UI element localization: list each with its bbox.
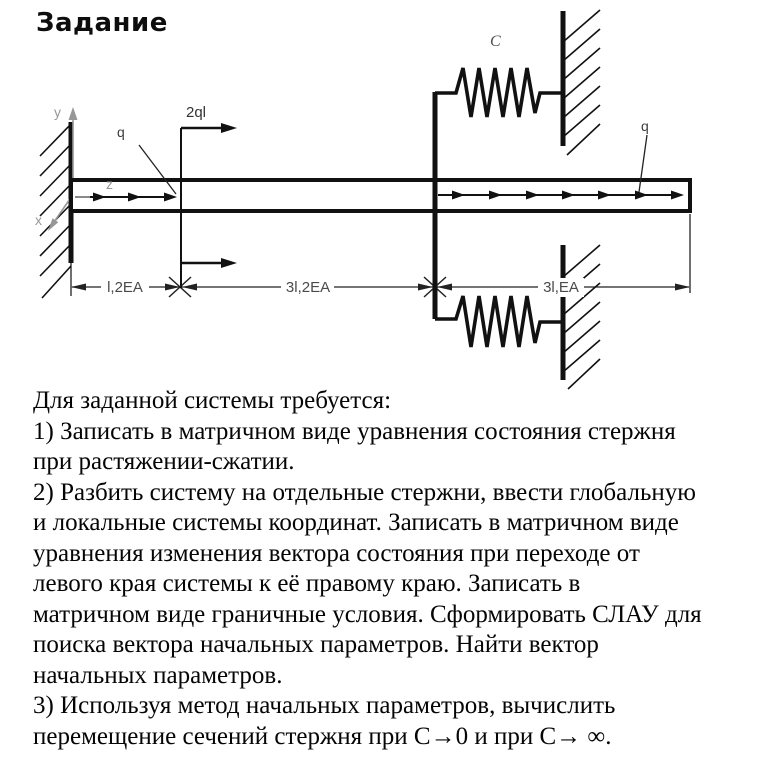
task-line: 1) Записать в матричном виде уравнения состояния стержня — [33, 417, 676, 445]
task-intro-line: Для заданной системы требуется: — [33, 387, 392, 414]
axis-x-label: x — [35, 212, 42, 228]
left-wall — [40, 122, 71, 298]
task-line: 2) Разбить систему на отдельные стержни, ввести глобальную — [33, 478, 696, 506]
spring-coil-icon — [435, 296, 562, 347]
page-title: Задание — [36, 8, 168, 38]
task-line: и локальные системы координат. Записать в матричном виде — [33, 509, 679, 536]
x-axis-arrow-icon — [48, 218, 58, 231]
task-line: поиска вектора начальных параметров. Найти вектор — [33, 631, 599, 658]
y-axis-arrow-icon — [69, 107, 78, 120]
spring-stiffness-label: C — [490, 33, 501, 50]
spring-coil-icon — [435, 68, 562, 117]
bottom-right-wall-hatch-icon — [563, 245, 600, 389]
left-load-label: q — [117, 124, 125, 140]
task-line: начальных параметров. — [33, 661, 283, 689]
top-spring — [435, 68, 562, 117]
bottom-spring — [435, 296, 562, 347]
axis-z-label: z — [106, 176, 113, 192]
dimension-label-1: l,2EA — [107, 279, 143, 296]
task-line: перемещение сечений стержня при C→0 и при C→ ∞. — [33, 722, 612, 750]
force-arrow-icon — [221, 123, 237, 133]
task-text-block — [33, 386, 759, 752]
task-line: при растяжении-сжатии. — [33, 448, 295, 475]
task-line: левого края системы к её правому краю. Записать в — [33, 570, 581, 597]
right-load-label: q — [641, 118, 649, 134]
axis-y-label: y — [54, 104, 61, 120]
top-right-wall — [563, 10, 600, 155]
dimension-label-3: 3l,EA — [543, 279, 579, 296]
task-line: уравнения изменения вектора состояния при переходе от — [33, 539, 640, 567]
task-line: матричном виде граничные условия. Сформировать СЛАУ для — [33, 600, 702, 628]
dimension-label-2: 3l,2EA — [285, 279, 331, 296]
top-right-wall-hatch-icon — [563, 10, 600, 155]
force-arrow-icon — [221, 258, 237, 268]
task-line: 3) Используя метод начальных параметров, вычислить — [33, 692, 616, 719]
bottom-right-wall — [563, 245, 600, 389]
force-label: 2ql — [186, 104, 207, 121]
left-wall-hatch-icon — [40, 124, 71, 298]
